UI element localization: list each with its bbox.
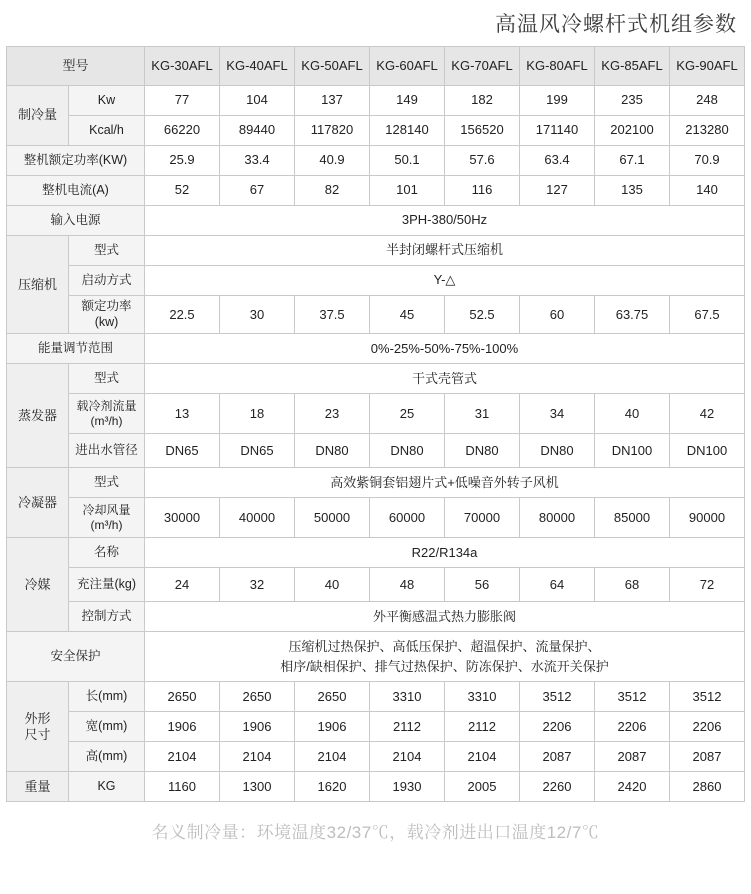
table-row — [6, 434, 744, 468]
cell-rated-power-6: 67.1 — [595, 146, 670, 176]
cell-width-2: 1906 — [295, 712, 370, 742]
cell-height-4: 2104 — [445, 742, 520, 772]
cell-length-6: 3512 — [595, 682, 670, 712]
group-cooling-capacity: 制冷量 — [6, 86, 68, 146]
cell-height-3: 2104 — [370, 742, 445, 772]
cell-water-pipe-0: DN65 — [145, 434, 220, 468]
page-title: 高温风冷螺杆式机组参数 — [495, 13, 737, 36]
cell-width-4: 2112 — [445, 712, 520, 742]
cell-air-flow-4: 70000 — [445, 498, 520, 538]
row-label-brine-flow-line2: (m³/h) — [90, 413, 123, 428]
cell-weight-6: 2420 — [595, 772, 670, 802]
cell-brine-flow-1: 18 — [220, 394, 295, 434]
header-model-2: KG-50AFL — [295, 47, 370, 86]
cell-kw-1: 104 — [220, 86, 295, 116]
cell-rated-power-7: 70.9 — [670, 146, 745, 176]
table-row — [6, 236, 744, 266]
header-model-label: 型号 — [6, 47, 144, 86]
row-label-water-pipe: 进出水管径 — [68, 434, 144, 468]
group-dimensions — [6, 682, 68, 772]
cell-compressor-power-0: 22.5 — [145, 296, 220, 334]
cell-weight-4: 2005 — [445, 772, 520, 802]
header-model-4: KG-70AFL — [445, 47, 520, 86]
cell-water-pipe-3: DN80 — [370, 434, 445, 468]
cell-weight-5: 2260 — [520, 772, 595, 802]
cell-brine-flow-2: 23 — [295, 394, 370, 434]
cell-width-3: 2112 — [370, 712, 445, 742]
table-row — [6, 296, 744, 334]
table-row — [6, 394, 744, 434]
cell-height-6: 2087 — [595, 742, 670, 772]
table-row — [6, 86, 744, 116]
cell-kcal-2: 117820 — [295, 116, 370, 146]
cell-width-1: 1906 — [220, 712, 295, 742]
cell-width-5: 2206 — [520, 712, 595, 742]
cell-charge-7: 72 — [670, 568, 745, 602]
cell-refrigerant-name: R22/R134a — [145, 538, 745, 568]
cell-air-flow-5: 80000 — [520, 498, 595, 538]
group-dimensions-line2: 尺寸 — [24, 726, 51, 742]
header-model-7: KG-90AFL — [670, 47, 745, 86]
cell-kw-4: 182 — [445, 86, 520, 116]
cell-height-2: 2104 — [295, 742, 370, 772]
cell-air-flow-1: 40000 — [220, 498, 295, 538]
cell-width-7: 2206 — [670, 712, 745, 742]
cell-safety-line1: 压缩机过热保护、高低压保护、超温保护、流量保护、 — [288, 639, 601, 655]
row-label-kw: Kw — [68, 86, 144, 116]
row-label-brine-flow — [68, 394, 144, 434]
cell-current-3: 101 — [370, 176, 445, 206]
row-label-width: 宽(mm) — [68, 712, 144, 742]
row-label-compressor-power: 额定功率(kw) — [68, 296, 144, 334]
table-header — [6, 47, 744, 86]
cell-charge-1: 32 — [220, 568, 295, 602]
cell-charge-5: 64 — [520, 568, 595, 602]
table-row — [6, 568, 744, 602]
cell-kw-7: 248 — [670, 86, 745, 116]
table-row — [6, 334, 744, 364]
footnote: 名义制冷量：环境温度32/37℃，载冷剂进出口温度12/7℃ — [151, 823, 600, 843]
cell-kw-6: 235 — [595, 86, 670, 116]
cell-water-pipe-7: DN100 — [670, 434, 745, 468]
row-label-height: 高(mm) — [68, 742, 144, 772]
row-label-safety: 安全保护 — [6, 632, 144, 682]
cell-air-flow-2: 50000 — [295, 498, 370, 538]
table-row — [6, 632, 744, 682]
cell-kcal-1: 89440 — [220, 116, 295, 146]
header-model-6: KG-85AFL — [595, 47, 670, 86]
cell-kcal-4: 156520 — [445, 116, 520, 146]
cell-height-0: 2104 — [145, 742, 220, 772]
row-label-air-flow — [68, 498, 144, 538]
table-row — [6, 538, 744, 568]
cell-width-6: 2206 — [595, 712, 670, 742]
cell-current-7: 140 — [670, 176, 745, 206]
cell-air-flow-7: 90000 — [670, 498, 745, 538]
row-label-refrigerant-name: 名称 — [68, 538, 144, 568]
row-label-power-supply: 输入电源 — [6, 206, 144, 236]
cell-current-2: 82 — [295, 176, 370, 206]
cell-length-4: 3310 — [445, 682, 520, 712]
cell-water-pipe-5: DN80 — [520, 434, 595, 468]
page-header — [0, 0, 751, 46]
cell-length-3: 3310 — [370, 682, 445, 712]
group-condenser: 冷凝器 — [6, 468, 68, 538]
header-model-1: KG-40AFL — [220, 47, 295, 86]
cell-rated-power-4: 57.6 — [445, 146, 520, 176]
cell-kcal-3: 128140 — [370, 116, 445, 146]
cell-length-0: 2650 — [145, 682, 220, 712]
cell-water-pipe-2: DN80 — [295, 434, 370, 468]
table-row — [6, 266, 744, 296]
row-label-brine-flow-line1: 载冷剂流量 — [76, 398, 137, 413]
table-row — [6, 364, 744, 394]
table-row — [6, 146, 744, 176]
cell-safety-line2: 相序/缺相保护、排气过热保护、防冻保护、水流开关保护 — [280, 658, 609, 674]
cell-kcal-0: 66220 — [145, 116, 220, 146]
table-row — [6, 206, 744, 236]
cell-water-pipe-4: DN80 — [445, 434, 520, 468]
cell-length-1: 2650 — [220, 682, 295, 712]
group-compressor: 压缩机 — [6, 236, 68, 334]
cell-rated-power-3: 50.1 — [370, 146, 445, 176]
cell-compressor-power-7: 67.5 — [670, 296, 745, 334]
cell-compressor-power-3: 45 — [370, 296, 445, 334]
cell-brine-flow-4: 31 — [445, 394, 520, 434]
cell-kw-0: 77 — [145, 86, 220, 116]
cell-compressor-power-5: 60 — [520, 296, 595, 334]
row-label-current: 整机电流(A) — [6, 176, 144, 206]
table-row — [6, 116, 744, 146]
cell-control-mode: 外平衡感温式热力膨胀阀 — [145, 602, 745, 632]
table-row — [6, 682, 744, 712]
cell-air-flow-6: 85000 — [595, 498, 670, 538]
cell-kcal-6: 202100 — [595, 116, 670, 146]
row-label-length: 长(mm) — [68, 682, 144, 712]
group-refrigerant: 冷媒 — [6, 538, 68, 632]
cell-height-5: 2087 — [520, 742, 595, 772]
cell-rated-power-0: 25.9 — [145, 146, 220, 176]
cell-compressor-power-4: 52.5 — [445, 296, 520, 334]
cell-length-2: 2650 — [295, 682, 370, 712]
cell-water-pipe-1: DN65 — [220, 434, 295, 468]
cell-current-4: 116 — [445, 176, 520, 206]
row-label-condenser-type: 型式 — [68, 468, 144, 498]
cell-weight-1: 1300 — [220, 772, 295, 802]
row-label-charge: 充注量(kg) — [68, 568, 144, 602]
specification-table — [6, 46, 745, 802]
cell-air-flow-3: 60000 — [370, 498, 445, 538]
cell-charge-3: 48 — [370, 568, 445, 602]
cell-brine-flow-7: 42 — [670, 394, 745, 434]
cell-brine-flow-3: 25 — [370, 394, 445, 434]
cell-capacity-control: 0%‑25%‑50%‑75%‑100% — [145, 334, 745, 364]
cell-kcal-7: 213280 — [670, 116, 745, 146]
cell-start-mode: Y-△ — [145, 266, 745, 296]
cell-current-0: 52 — [145, 176, 220, 206]
group-evaporator: 蒸发器 — [6, 364, 68, 468]
cell-height-7: 2087 — [670, 742, 745, 772]
cell-width-0: 1906 — [145, 712, 220, 742]
cell-length-5: 3512 — [520, 682, 595, 712]
table-row — [6, 742, 744, 772]
cell-brine-flow-6: 40 — [595, 394, 670, 434]
cell-kw-2: 137 — [295, 86, 370, 116]
cell-weight-3: 1930 — [370, 772, 445, 802]
cell-height-1: 2104 — [220, 742, 295, 772]
cell-charge-4: 56 — [445, 568, 520, 602]
cell-kcal-5: 171140 — [520, 116, 595, 146]
cell-kw-3: 149 — [370, 86, 445, 116]
cell-brine-flow-5: 34 — [520, 394, 595, 434]
group-dimensions-line1: 外形 — [24, 710, 51, 726]
cell-length-7: 3512 — [670, 682, 745, 712]
cell-rated-power-1: 33.4 — [220, 146, 295, 176]
row-label-kg: KG — [68, 772, 144, 802]
cell-charge-0: 24 — [145, 568, 220, 602]
row-label-kcal: Kcal/h — [68, 116, 144, 146]
cell-weight-2: 1620 — [295, 772, 370, 802]
row-label-evaporator-type: 型式 — [68, 364, 144, 394]
cell-current-1: 67 — [220, 176, 295, 206]
table-body — [6, 86, 744, 802]
cell-compressor-type: 半封闭螺杆式压缩机 — [145, 236, 745, 266]
table-row — [6, 176, 744, 206]
cell-kw-5: 199 — [520, 86, 595, 116]
row-label-rated-power: 整机额定功率(KW) — [6, 146, 144, 176]
cell-compressor-power-2: 37.5 — [295, 296, 370, 334]
table-row — [6, 712, 744, 742]
header-model-5: KG-80AFL — [520, 47, 595, 86]
row-label-start-mode: 启动方式 — [68, 266, 144, 296]
table-row — [6, 498, 744, 538]
cell-power-supply: 3PH-380/50Hz — [145, 206, 745, 236]
header-model-0: KG-30AFL — [145, 47, 220, 86]
cell-charge-6: 68 — [595, 568, 670, 602]
cell-condenser-type: 高效紫铜套铝翅片式+低噪音外转子风机 — [145, 468, 745, 498]
cell-weight-0: 1160 — [145, 772, 220, 802]
cell-brine-flow-0: 13 — [145, 394, 220, 434]
cell-current-6: 135 — [595, 176, 670, 206]
cell-current-5: 127 — [520, 176, 595, 206]
table-row — [6, 772, 744, 802]
cell-compressor-power-6: 63.75 — [595, 296, 670, 334]
cell-safety — [145, 632, 745, 682]
header-model-3: KG-60AFL — [370, 47, 445, 86]
cell-water-pipe-6: DN100 — [595, 434, 670, 468]
cell-evaporator-type: 干式壳管式 — [145, 364, 745, 394]
cell-charge-2: 40 — [295, 568, 370, 602]
group-weight: 重量 — [6, 772, 68, 802]
row-label-capacity-control: 能量调节范围 — [6, 334, 144, 364]
row-label-air-flow-line2: (m³/h) — [90, 517, 123, 532]
row-label-control-mode: 控制方式 — [68, 602, 144, 632]
cell-compressor-power-1: 30 — [220, 296, 295, 334]
cell-rated-power-2: 40.9 — [295, 146, 370, 176]
cell-weight-7: 2860 — [670, 772, 745, 802]
row-label-air-flow-line1: 冷却风量 — [82, 502, 131, 517]
table-row — [6, 602, 744, 632]
row-label-compressor-type: 型式 — [68, 236, 144, 266]
table-row — [6, 468, 744, 498]
cell-air-flow-0: 30000 — [145, 498, 220, 538]
cell-rated-power-5: 63.4 — [520, 146, 595, 176]
